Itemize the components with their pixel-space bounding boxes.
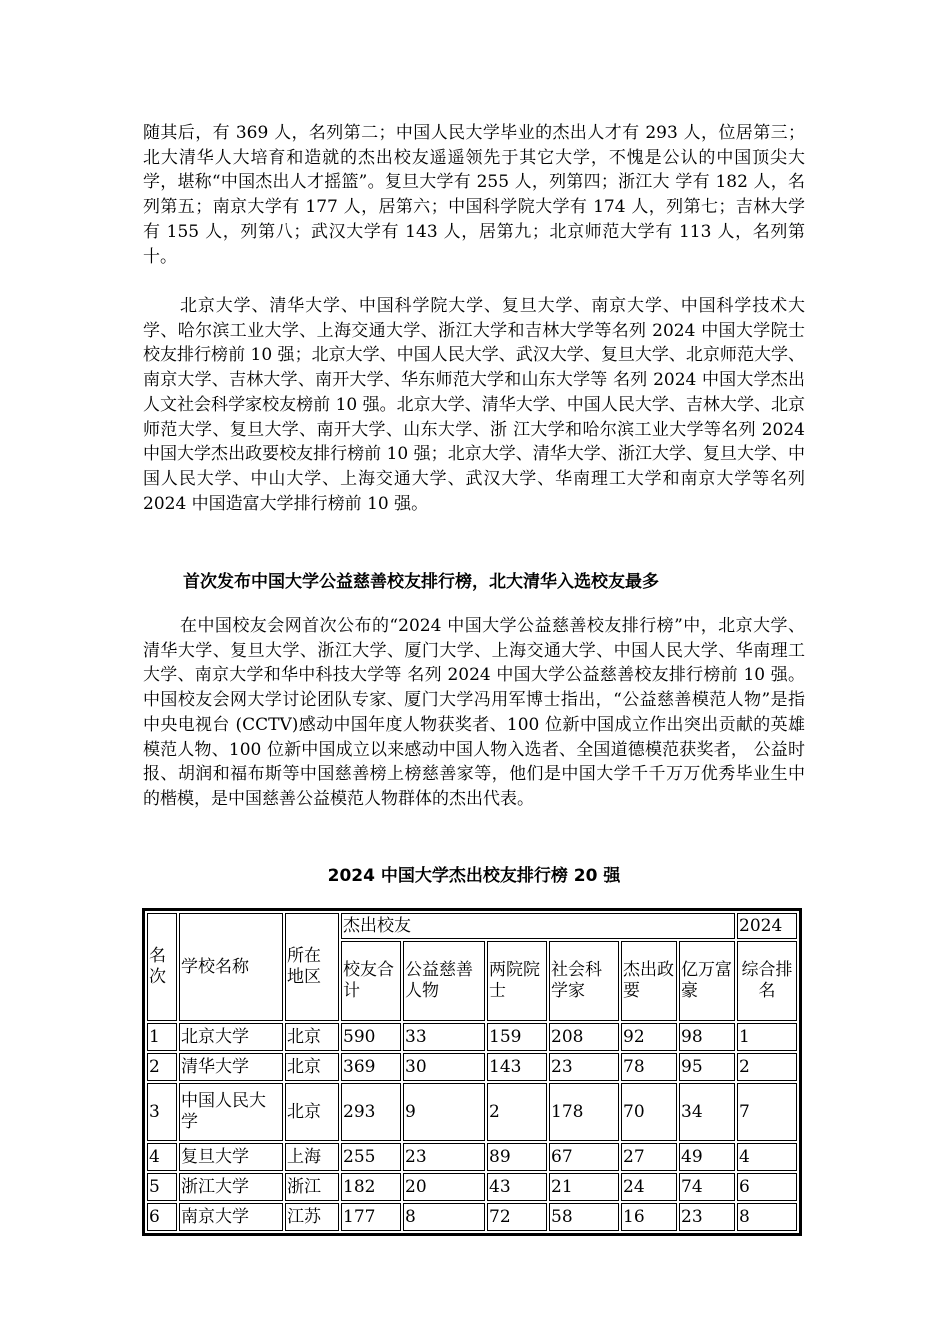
header-overall: 综合排名: [737, 941, 797, 1021]
header-billionaire: 亿万富豪: [679, 941, 735, 1021]
table-title: 2024 中国大学杰出校友排行榜 20 强: [327, 866, 621, 886]
header-politician: 杰出政要: [621, 941, 677, 1021]
cell-rank: 5: [147, 1173, 177, 1201]
cell-academician: 143: [487, 1053, 547, 1081]
cell-academician: 2: [487, 1083, 547, 1141]
cell-overall: 1: [737, 1023, 797, 1051]
cell-region: 北京: [285, 1053, 339, 1081]
header-school: 学校名称: [179, 913, 283, 1021]
header-charity: 公益慈善人物: [403, 941, 485, 1021]
cell-rank: 4: [147, 1143, 177, 1171]
cell-social-scientist: 58: [549, 1203, 619, 1231]
paragraph-ranking-intro: 随其后，有 369 人，名列第二；中国人民大学毕业的杰出人才有 293 人，位居第三；北大清华人大培育和造就的杰出校友遥遥领先于其它大学，不愧是公认的中国顶尖大学，堪称“中国杰出人才摇篮”。复旦大学有 255 人，列第四；浙江大 学有 182 人，名列第五；南京大学有 177 人，居第六；中国科学院大学有 174 人，列第七；吉林大学有 155 人，列第八；武汉大学有 143 人，居第九；北京师范大学有 113 人，名列第十。: [143, 123, 805, 267]
table-row: [147, 1143, 797, 1171]
header-overall-year: 2024: [737, 913, 797, 939]
cell-school: 中国人民大学: [179, 1083, 283, 1141]
cell-billionaire: 23: [679, 1203, 735, 1231]
cell-billionaire: 49: [679, 1143, 735, 1171]
header-total: 校友合计: [341, 941, 401, 1021]
cell-social-scientist: 21: [549, 1173, 619, 1201]
cell-politician: 92: [621, 1023, 677, 1051]
cell-region: 江苏: [285, 1203, 339, 1231]
cell-charity: 9: [403, 1083, 485, 1141]
cell-school: 清华大学: [179, 1053, 283, 1081]
table-header-row: [147, 913, 797, 939]
cell-overall: 4: [737, 1143, 797, 1171]
cell-school: 北京大学: [179, 1023, 283, 1051]
cell-billionaire: 34: [679, 1083, 735, 1141]
cell-total: 255: [341, 1143, 401, 1171]
table-row: [147, 1023, 797, 1051]
paragraph-top10-lists: 北京大学、清华大学、中国科学院大学、复旦大学、南京大学、中国科学技术大学、哈尔滨工业大学、上海交通大学、浙江大学和吉林大学等名列 2024 中国大学院士校友排行榜前 10 强；北京大学、中国人民大学、武汉大学、复旦大学、北京师范大学、南京大学、吉林大学、南开大学、华东师范大学和山东大学等 名列 2024 中国大学杰出人文社会科学家校友榜前 10 强。北京大学、清华大学、中国人民大学、吉林大学、北京师范大学、复旦大学、南开大学、山东大学、浙 江大学和哈尔滨工业大学等名列 2024 中国大学杰出政要校友排行榜前 10 强；北京大学、清华大学、浙江大学、复旦大学、中国人民大学、中山大学、上海交通大学、武汉大学、华南理工大学和南京大学等名列 2024 中国造富大学排行榜前 10 强。: [143, 296, 805, 514]
table-row: [147, 1053, 797, 1081]
header-social-scientist: 社会科学家: [549, 941, 619, 1021]
cell-total: 590: [341, 1023, 401, 1051]
cell-charity: 20: [403, 1173, 485, 1201]
cell-total: 182: [341, 1173, 401, 1201]
header-region: 所在地区: [285, 913, 339, 1021]
cell-billionaire: 74: [679, 1173, 735, 1201]
cell-school: 浙江大学: [179, 1173, 283, 1201]
cell-social-scientist: 208: [549, 1023, 619, 1051]
cell-overall: 7: [737, 1083, 797, 1141]
cell-overall: 6: [737, 1173, 797, 1201]
cell-overall: 2: [737, 1053, 797, 1081]
cell-total: 177: [341, 1203, 401, 1231]
cell-charity: 33: [403, 1023, 485, 1051]
section-heading-charity: 首次发布中国大学公益慈善校友排行榜，北大清华入选校友最多: [183, 572, 659, 592]
cell-politician: 24: [621, 1173, 677, 1201]
cell-politician: 16: [621, 1203, 677, 1231]
cell-social-scientist: 67: [549, 1143, 619, 1171]
cell-social-scientist: 23: [549, 1053, 619, 1081]
cell-charity: 23: [403, 1143, 485, 1171]
cell-academician: 159: [487, 1023, 547, 1051]
cell-region: 上海: [285, 1143, 339, 1171]
cell-overall: 8: [737, 1203, 797, 1231]
cell-total: 293: [341, 1083, 401, 1141]
table-row: [147, 1173, 797, 1201]
cell-politician: 70: [621, 1083, 677, 1141]
cell-billionaire: 95: [679, 1053, 735, 1081]
cell-rank: 2: [147, 1053, 177, 1081]
paragraph-charity-ranking: 在中国校友会网首次公布的“2024 中国大学公益慈善校友排行榜”中，北京大学、清华大学、复旦大学、浙江大学、厦门大学、上海交通大学、中国人民大学、华南理工大学、南京大学和华中科技大学等 名列 2024 中国大学公益慈善校友排行榜前 10 强。中国校友会网大学讨论团队专家、厦门大学冯用军博士指出，“公益慈善模范人物”是指中央电视台 (CCTV)感动中国年度人物获奖者、100 位新中国成立作出突出贡献的英雄模范人物、100 位新中国成立以来感动中国人物入选者、全国道德模范获奖者， 公益时报、胡润和福布斯等中国慈善榜上榜慈善家等，他们是中国大学千千万万优秀毕业生中的楷模，是中国慈善公益模范人物群体的杰出代表。: [143, 616, 805, 809]
cell-region: 浙江: [285, 1173, 339, 1201]
header-group-alumni: 杰出校友: [341, 913, 735, 939]
alumni-ranking-table: [142, 908, 802, 1236]
header-rank: 名次: [147, 913, 177, 1021]
cell-rank: 3: [147, 1083, 177, 1141]
table-row: [147, 1203, 797, 1231]
table-row: [147, 1083, 797, 1141]
cell-total: 369: [341, 1053, 401, 1081]
cell-charity: 8: [403, 1203, 485, 1231]
cell-politician: 27: [621, 1143, 677, 1171]
cell-academician: 89: [487, 1143, 547, 1171]
cell-politician: 78: [621, 1053, 677, 1081]
cell-billionaire: 98: [679, 1023, 735, 1051]
cell-social-scientist: 178: [549, 1083, 619, 1141]
cell-region: 北京: [285, 1083, 339, 1141]
cell-academician: 72: [487, 1203, 547, 1231]
cell-charity: 30: [403, 1053, 485, 1081]
cell-rank: 1: [147, 1023, 177, 1051]
cell-rank: 6: [147, 1203, 177, 1231]
header-academician: 两院院士: [487, 941, 547, 1021]
cell-school: 复旦大学: [179, 1143, 283, 1171]
cell-school: 南京大学: [179, 1203, 283, 1231]
cell-academician: 43: [487, 1173, 547, 1201]
cell-region: 北京: [285, 1023, 339, 1051]
